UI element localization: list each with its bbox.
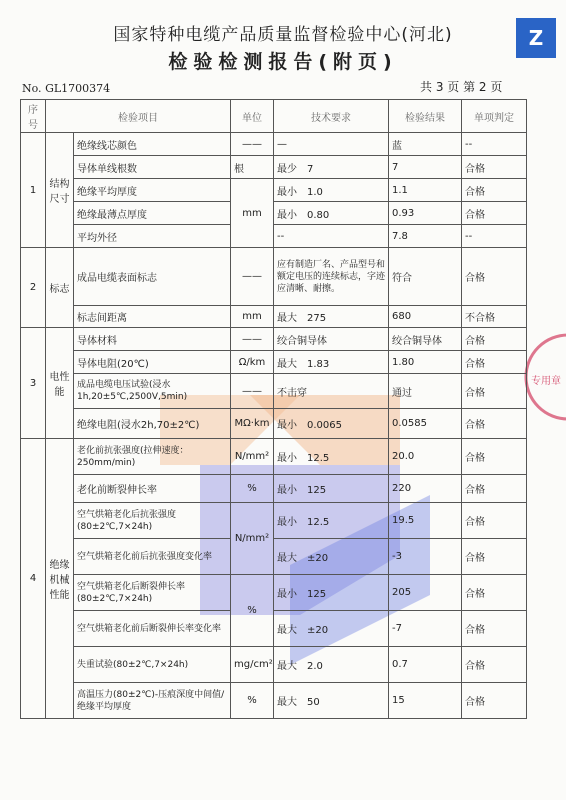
table-row [21,611,527,647]
verdict: 合格 [462,202,527,225]
requirement: 最大 1.83 [274,351,389,374]
verdict: 不合格 [462,306,527,328]
result: 0.7 [389,647,462,683]
group-category: 绝缘机械性能 [46,439,74,719]
report-title: 检验检测报告(附页) [168,51,398,73]
item-name: 绝缘最薄点厚度 [74,202,231,225]
table-row [21,575,527,611]
table-row [21,647,527,683]
header-seq: 序号 [21,100,46,133]
verdict: 合格 [462,575,527,611]
result: 680 [389,306,462,328]
requirement: 绞合铜导体 [274,328,389,351]
item-name: 老化前断裂伸长率 [74,475,231,503]
requirement: -- [274,225,389,248]
requirement: 最小 12.5 [274,503,389,539]
result: 7 [389,156,462,179]
unit: Ω/km [231,351,274,374]
unit: % [231,683,274,719]
table-row [21,225,527,248]
seal-text: 专用章 [531,376,561,387]
requirement: 最小 0.0065 [274,409,389,439]
verdict: -- [462,133,527,156]
unit: N/mm² [231,439,274,475]
group-seq: 3 [21,328,46,439]
requirement: 最大 ±20 [274,539,389,575]
result: 绞合铜导体 [389,328,462,351]
table-row [21,156,527,179]
report-center-title: 国家特种电缆产品质量监督检验中心(河北) [113,25,453,45]
verdict: -- [462,225,527,248]
item-name: 导体电阻(20℃) [74,351,231,374]
result: 7.8 [389,225,462,248]
result: 通过 [389,374,462,409]
unit: mm [231,306,274,328]
result: 20.0 [389,439,462,475]
table-row [21,475,527,503]
requirement: 不击穿 [274,374,389,409]
verdict: 合格 [462,179,527,202]
company-logo: Z [516,18,556,58]
requirement: 最大 2.0 [274,647,389,683]
item-name: 空气烘箱老化后抗张强度(80±2℃,7×24h) [74,503,231,539]
result: 1.1 [389,179,462,202]
table-row [21,202,527,225]
requirement: 最小 1.0 [274,179,389,202]
requirement: 最小 125 [274,475,389,503]
table-row [21,179,527,202]
table-row [21,439,527,475]
verdict: 合格 [462,156,527,179]
group-seq: 1 [21,133,46,248]
result: -7 [389,611,462,647]
verdict: 合格 [462,475,527,503]
requirement: 最小 12.5 [274,439,389,475]
table-row [21,306,527,328]
verdict: 合格 [462,503,527,539]
result: 205 [389,575,462,611]
requirement: 最大 ±20 [274,611,389,647]
verdict: 合格 [462,351,527,374]
result: 蓝 [389,133,462,156]
requirement: — [274,133,389,156]
item-name: 导体材料 [74,328,231,351]
requirement: 最大 50 [274,683,389,719]
table-row [21,539,527,575]
verdict: 合格 [462,374,527,409]
item-name: 空气烘箱老化前后抗张强度变化率 [74,539,231,575]
verdict: 合格 [462,647,527,683]
requirement: 最小 0.80 [274,202,389,225]
verdict: 合格 [462,409,527,439]
result: 15 [389,683,462,719]
header-unit: 单位 [231,100,274,133]
result: 0.0585 [389,409,462,439]
unit: MΩ·km [231,409,274,439]
requirement: 最小 125 [274,575,389,611]
result: 0.93 [389,202,462,225]
unit: N/mm² [231,503,274,575]
table-row [21,374,527,409]
unit: mg/cm² [231,647,274,683]
item-name: 失重试验(80±2℃,7×24h) [74,647,231,683]
verdict: 合格 [462,539,527,575]
unit: 根 [231,156,274,179]
item-name: 导体单线根数 [74,156,231,179]
verdict: 合格 [462,248,527,306]
group-seq: 2 [21,248,46,328]
item-name: 绝缘平均厚度 [74,179,231,202]
unit: % [231,575,274,647]
verdict: 合格 [462,611,527,647]
red-seal-stamp [523,322,566,432]
item-name: 绝缘线芯颜色 [74,133,231,156]
table-row [21,409,527,439]
verdict: 合格 [462,328,527,351]
unit: —— [231,133,274,156]
item-name: 平均外径 [74,225,231,248]
report-number: No. GL1700374 [22,82,111,95]
table-row [21,328,527,351]
item-name: 标志间距离 [74,306,231,328]
result: 1.80 [389,351,462,374]
unit: —— [231,374,274,409]
verdict: 合格 [462,439,527,475]
requirement: 应有制造厂名、产品型号和额定电压的连续标志，字迹应清晰、耐擦。 [274,248,389,306]
item-name: 空气烘箱老化后断裂伸长率(80±2℃,7×24h) [74,575,231,611]
item-name: 高温压力(80±2℃)-压痕深度中间值/绝缘平均厚度 [74,683,231,719]
group-category: 结构尺寸 [46,133,74,248]
header-result: 检验结果 [389,100,462,133]
item-name: 成品电缆电压试验(浸水1h,20±5℃,2500V,5min) [74,374,231,409]
result: 220 [389,475,462,503]
header-requirement: 技术要求 [274,100,389,133]
table-row [21,503,527,539]
group-category: 标志 [46,248,74,328]
result: 19.5 [389,503,462,539]
item-name: 绝缘电阻(浸水2h,70±2℃) [74,409,231,439]
group-seq: 4 [21,439,46,719]
item-name: 空气烘箱老化前后断裂伸长率变化率 [74,611,231,647]
table-row [21,683,527,719]
verdict: 合格 [462,683,527,719]
unit: —— [231,248,274,306]
page-counter: 共 3 页 第 2 页 [420,80,503,94]
table-row [21,248,527,306]
table-header-row [21,100,527,133]
header-item: 检验项目 [46,100,231,133]
requirement: 最大 275 [274,306,389,328]
group-category: 电性能 [46,328,74,439]
item-name: 老化前抗张强度(拉伸速度：250mm/min) [74,439,231,475]
item-name: 成品电缆表面标志 [74,248,231,306]
unit: —— [231,328,274,351]
requirement: 最少 7 [274,156,389,179]
unit: % [231,475,274,503]
inspection-table [20,99,527,719]
table-row [21,351,527,374]
table-row [21,133,527,156]
result: -3 [389,539,462,575]
result: 符合 [389,248,462,306]
unit: mm [231,179,274,248]
header-verdict: 单项判定 [462,100,527,133]
